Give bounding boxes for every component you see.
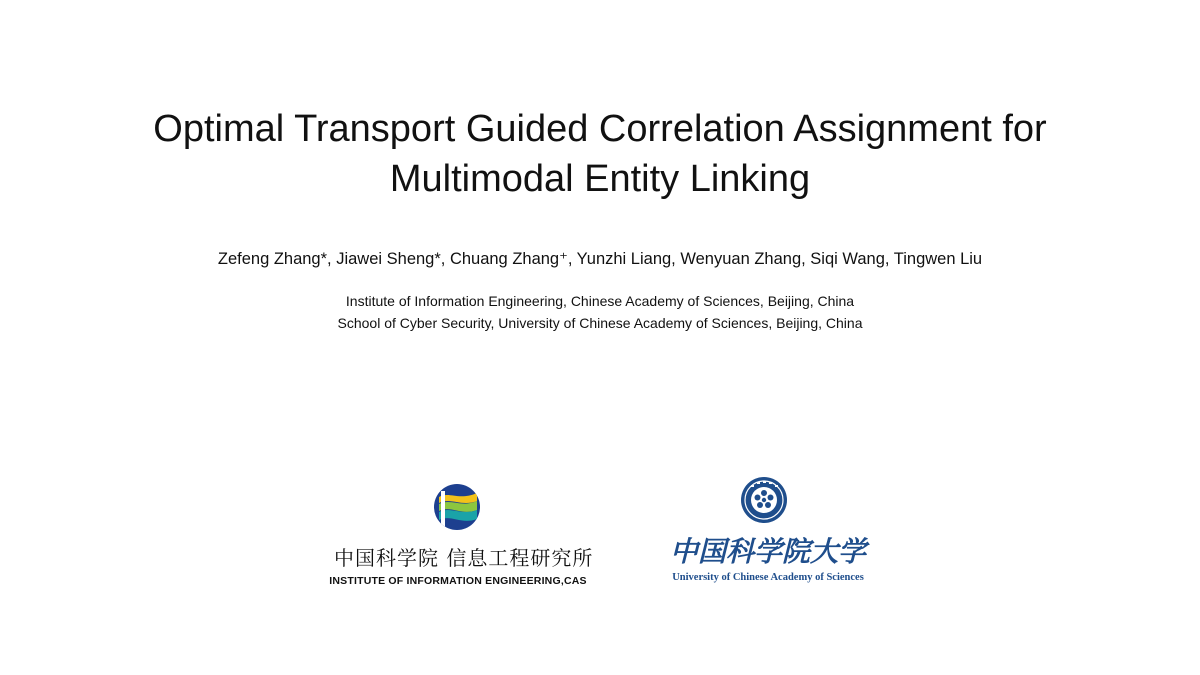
iie-logo (328, 480, 594, 590)
ucas-seal-icon (740, 476, 788, 524)
affiliation-2: School of Cyber Security, University of Chinese Academy of Sciences, Beijing, China (337, 315, 863, 331)
iie-english-name: INSTITUTE OF INFORMATION ENGINEERING,CAS (329, 575, 587, 587)
title-line-1: Optimal Transport Guided Correlation Assignment for (153, 108, 1047, 150)
affiliations (60, 290, 1140, 334)
ucas-chinese-name: 中国科学院大学 (669, 535, 866, 568)
iie-chinese-name: 中国科学院 信息工程研究所 (334, 546, 594, 570)
author-list: Zefeng Zhang*, Jiawei Sheng*, Chuang Zhang⁺, Yunzhi Liang, Wenyuan Zhang, Siqi Wang, Tingwen Liu (217, 250, 983, 268)
title-line-2: Multimodal Entity Linking (389, 158, 811, 200)
iie-emblem-icon (433, 483, 481, 531)
slide-title (60, 104, 1140, 204)
affiliation-1: Institute of Information Engineering, Chinese Academy of Sciences, Beijing, China (345, 293, 855, 309)
ucas-logo (668, 474, 868, 589)
ucas-english-name: University of Chinese Academy of Sciences (672, 572, 864, 583)
